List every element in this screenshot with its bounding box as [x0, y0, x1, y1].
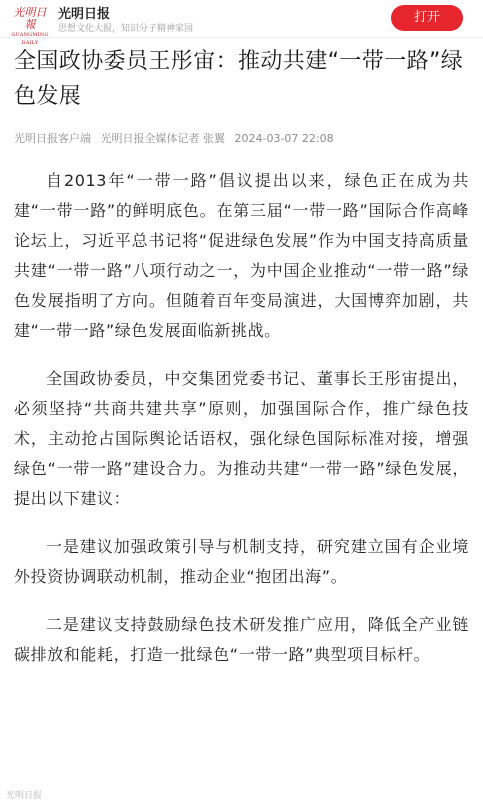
article-datetime: 2024-03-07 22:08	[234, 132, 334, 145]
article-body	[14, 166, 469, 688]
guangming-daily-logo	[10, 6, 50, 46]
article-reporter: 光明日报全媒体记者 张翼	[100, 132, 225, 145]
app-banner	[0, 0, 483, 46]
logo-subtext: GUANGMING DAILY	[11, 32, 49, 46]
article-paragraph: 一是建议加强政策引导与机制支持，研究建立国有企业境外投资协调联动机制，推动企业“抱团出海”。	[14, 537, 469, 586]
article-paragraph: 自2013年“一带一路”倡议提出以来，绿色正在成为共建“一带一路”的鲜明底色。在第三届“一带一路”国际合作高峰论坛上，习近平总书记将“促进绿色发展”作为中国支持高质量共建“一带一路”八项行动之一，为中国企业推动“一带一路”绿色发展指明了方向。但随着百年变局演进，大国博弈加剧，共建“一带一路”绿色发展面临新挑战。	[14, 171, 469, 340]
app-slogan: 思想文化大报，知识分子精神家园	[58, 24, 194, 34]
watermark: 光明日报	[6, 791, 43, 801]
article-title: 全国政协委员王彤宙：推动共建“一带一路”绿色发展	[14, 49, 464, 109]
app-name: 光明日报	[58, 7, 111, 22]
logo-text: 光明日報	[13, 6, 47, 31]
article-paragraph: 二是建议支持鼓励绿色技术研发推广应用，降低全产业链碳排放和能耗，打造一批绿色“一带一路”典型项目标杆。	[14, 615, 469, 664]
article-paragraph: 全国政协委员，中交集团党委书记、董事长王彤宙提出，必须坚持“共商共建共享”原则，加强国际合作，推广绿色技术，主动抢占国际舆论话语权，强化绿色国际标准对接，增强绿色“一带一路”建设合力。为推动共建“一带一路”绿色发展，提出以下建议：	[14, 369, 469, 508]
article-source: 光明日报客户端	[14, 132, 91, 145]
article-meta	[14, 130, 469, 146]
open-app-button[interactable]: 打开	[391, 5, 463, 31]
